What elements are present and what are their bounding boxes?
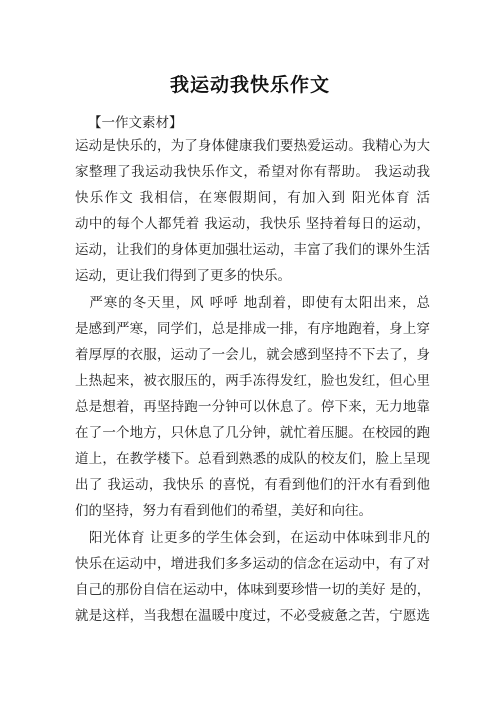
text-line: 上热起来，被衣服压的，两手冻得发红，脸也发红，但心里 <box>75 373 430 389</box>
text-line: 阳光体育 让更多的学生体会到，在运动中体味到非凡的 <box>75 530 430 546</box>
text-line: 运动，更让我们得到了更多的快乐。 <box>75 268 291 284</box>
material-tag: 【一作文素材】 <box>88 115 183 131</box>
text-line: 是感到严寒，同学们，总是排成一排，有序地跑着，身上穿 <box>75 321 430 337</box>
text-line: 运动，让我们的身体更加强壮运动，丰富了我们的课外生活 <box>75 242 430 258</box>
text-line: 严寒的冬天里，风 呼呼 地刮着，即使有太阳出来，总 <box>75 295 430 311</box>
text-line: 在了一个地方，只休息了几分钟，就忙着压腿。在校园的跑 <box>75 425 430 441</box>
text-line: 快乐作文 我相信，在寒假期间，有加入到 阳光体育 活 <box>75 190 430 206</box>
text-line: 着厚厚的衣服，运动了一会儿，就会感到坚持不下去了，身 <box>75 347 430 363</box>
text-line: 就是这样，当我想在温暖中度过，不必受疲惫之苦，宁愿选 <box>75 608 430 624</box>
text-line: 们的坚持，努力有看到他们的希望，美好和向往。 <box>75 503 372 519</box>
document-title: 我运动我快乐作文 <box>169 74 330 96</box>
text-line: 自己的那份自信在运动中，体味到要珍惜一切的美好 是的， <box>75 582 430 598</box>
text-line: 家整理了我运动我快乐作文，希望对你有帮助。 我运动我 <box>75 164 430 180</box>
text-line: 出了 我运动，我快乐 的喜悦，有看到他们的汗水有看到他 <box>75 477 430 493</box>
text-line: 动中的每个人都凭着 我运动，我快乐 坚持着每日的运动， <box>75 216 430 232</box>
text-line: 道上，在教学楼下。总看到熟悉的成队的校友们，脸上呈现 <box>75 451 430 467</box>
text-line: 快乐在运动中，增进我们多多运动的信念在运动中，有了对 <box>75 556 430 572</box>
text-line: 运动是快乐的，为了身体健康我们要热爱运动。我精心为大 <box>75 138 430 154</box>
text-line: 总是想着，再坚持跑一分钟可以休息了。停下来，无力地靠 <box>75 399 430 415</box>
